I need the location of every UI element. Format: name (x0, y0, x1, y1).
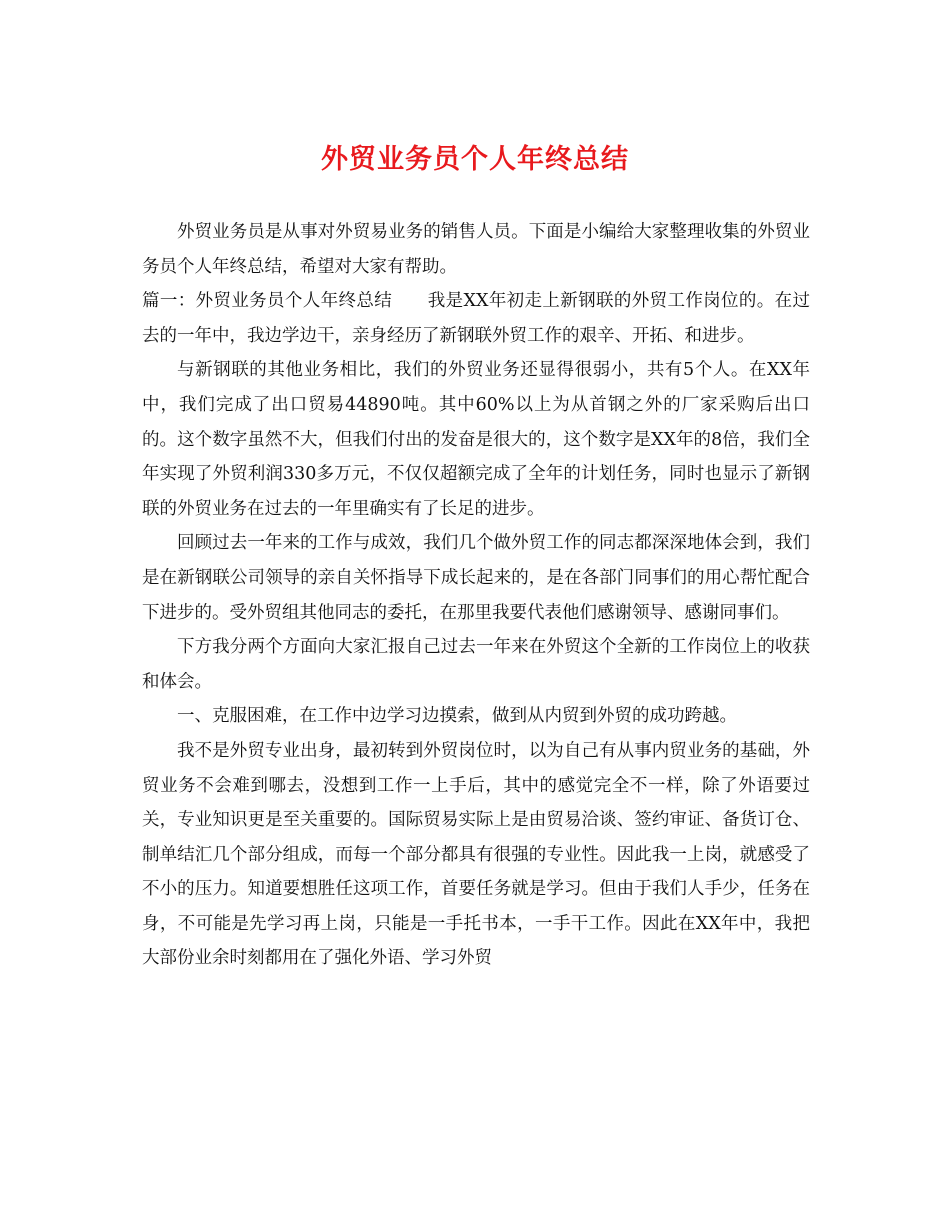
paragraph-report-outline: 下方我分两个方面向大家汇报自己过去一年来在外贸这个全新的工作岗位上的收获和体会。 (142, 637, 810, 692)
paragraph-intro: 外贸业务员是从事对外贸易业务的销售人员。下面是小编给大家整理收集的外贸业务员个人年终总结，希望对大家有帮助。 (142, 222, 810, 277)
document-body (142, 215, 810, 976)
paragraph-gratitude: 回顾过去一年来的工作与成效，我们几个做外贸工作的同志都深深地体会到，我们是在新钢联公司领导的亲自关怀指导下成长起来的，是在各部门同事们的用心帮忙配合下进步的。受外贸组其他同志的委托，在那里我要代表他们感谢领导、感谢同事们。 (142, 533, 810, 623)
paragraph-learning: 我不是外贸专业出身，最初转到外贸岗位时，以为自己有从事内贸业务的基础，外贸业务不会难到哪去，没想到工作一上手后，其中的感觉完全不一样，除了外语要过关，专业知识更是至关重要的。国际贸易实际上是由贸易洽谈、签约审证、备货订仓、制单结汇几个部分组成，而每一个部分都具有很强的专业性。因此我一上岗，就感受了不小的压力。知道要想胜任这项工作，首要任务就是学习。但由于我们人手少，任务在身，不可能是先学习再上岗，只能是一手托书本，一手干工作。因此在XX年中，我把大部份业余时刻都用在了强化外语、学习外贸 (142, 740, 810, 969)
paragraph-chapter-one: 篇一：外贸业务员个人年终总结 我是XX年初走上新钢联的外贸工作岗位的。在过去的一年中，我边学边干，亲身经历了新钢联外贸工作的艰辛、开拓、和进步。 (142, 291, 810, 346)
paragraph-section-one-heading: 一、克服困难，在工作中边学习边摸索，做到从内贸到外贸的成功跨越。 (177, 706, 737, 727)
document-title: 外贸业务员个人年终总结 (321, 144, 629, 175)
paragraph-achievements: 与新钢联的其他业务相比，我们的外贸业务还显得很弱小，共有5个人。在XX年中，我们完成了出口贸易44890吨。其中60%以上为从首钢之外的厂家采购后出口的。这个数字虽然不大，但我们付出的发奋是很大的，这个数字是XX年的8倍，我们全年实现了外贸利润330多万元，不仅仅超额完成了全年的计划任务，同时也显示了新钢联的外贸业务在过去的一年里确实有了长足的进步。 (142, 360, 810, 519)
